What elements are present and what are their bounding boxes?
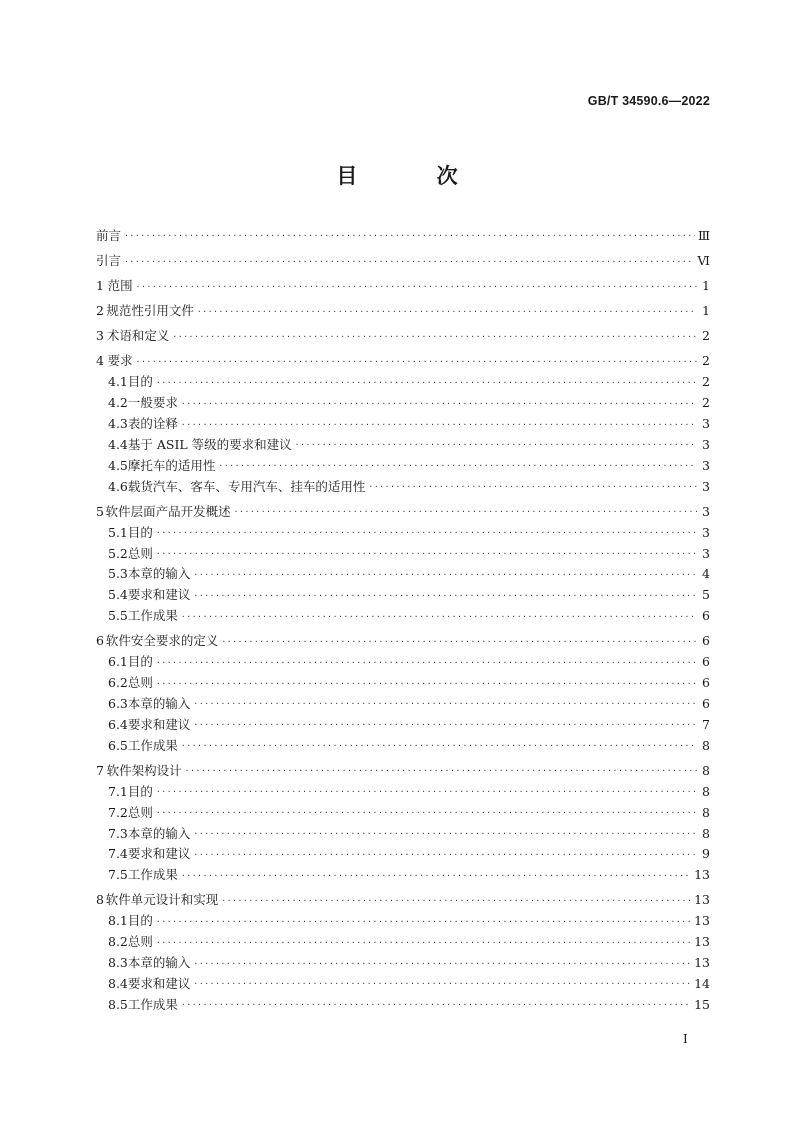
- toc-entry[interactable]: [96, 890, 710, 911]
- toc-entry[interactable]: [96, 606, 710, 627]
- dot-leader: [156, 548, 697, 560]
- toc-entry-number: 8.2: [108, 934, 128, 950]
- toc-entry[interactable]: [96, 502, 710, 523]
- toc-entry-page: Ⅲ: [697, 228, 710, 243]
- toc-entry[interactable]: [96, 585, 710, 606]
- table-of-contents: [96, 226, 710, 1016]
- toc-entry-page: 3: [702, 478, 710, 494]
- toc-entry-number: 4.4: [108, 436, 128, 452]
- document-code: GB/T 34590.6—2022: [587, 94, 710, 108]
- dot-leader: [234, 506, 697, 518]
- toc-entry-label: 载货汽车、客车、专用汽车、挂车的适用性: [127, 478, 366, 494]
- toc-entry-label: 软件安全要求的定义: [105, 633, 219, 649]
- toc-entry-page: 2: [702, 353, 710, 369]
- dot-leader: [156, 377, 697, 389]
- toc-entry-number: 7.2: [108, 804, 128, 820]
- toc-entry[interactable]: [96, 694, 710, 715]
- toc-entry-page: 14: [694, 975, 710, 991]
- toc-entry-page: 4: [702, 566, 710, 582]
- toc-entry-number: 2: [96, 303, 104, 319]
- toc-entry-number: 5.3: [108, 566, 128, 582]
- toc-entry[interactable]: [96, 372, 710, 393]
- toc-entry-label: 引言: [96, 253, 122, 269]
- toc-entry-label: 目的: [127, 654, 153, 670]
- toc-entry[interactable]: [96, 824, 710, 845]
- toc-entry-label: 要求和建议: [127, 716, 191, 732]
- dot-leader: [156, 916, 691, 928]
- toc-entry-page: 13: [694, 934, 710, 950]
- toc-entry-page: 8: [702, 825, 710, 841]
- dot-leader: [181, 419, 697, 431]
- dot-leader: [218, 460, 697, 472]
- toc-entry-number: 1: [96, 278, 104, 294]
- dot-leader: [221, 895, 691, 907]
- toc-entry[interactable]: [96, 844, 710, 865]
- toc-entry[interactable]: [96, 351, 710, 372]
- toc-entry-label: 目的: [127, 783, 153, 799]
- toc-entry-page: 2: [702, 328, 710, 344]
- toc-entry-label: 软件单元设计和实现: [105, 892, 219, 908]
- toc-entry-label: 工作成果: [127, 608, 178, 624]
- toc-entry[interactable]: [96, 544, 710, 565]
- toc-entry-page: 3: [702, 524, 710, 540]
- toc-entry-number: 8: [96, 892, 104, 908]
- toc-entry-label: 工作成果: [127, 737, 178, 753]
- toc-entry[interactable]: [96, 715, 710, 736]
- toc-entry-number: 3: [96, 328, 104, 344]
- toc-entry-number: 7.1: [108, 783, 128, 799]
- toc-entry-number: 5.4: [108, 587, 128, 603]
- dot-leader: [193, 569, 697, 581]
- toc-entry-page: 6: [702, 654, 710, 670]
- toc-entry-number: 7: [96, 762, 104, 778]
- toc-entry-number: 8.1: [108, 913, 128, 929]
- toc-entry-page: 1: [702, 303, 710, 319]
- toc-entry-label: 要求和建议: [127, 846, 191, 862]
- toc-entry-page: 9: [702, 846, 710, 862]
- toc-entry-number: 4.2: [108, 395, 128, 411]
- toc-entry-number: 8.5: [108, 996, 128, 1012]
- toc-entry-label: 工作成果: [127, 996, 178, 1012]
- toc-entry-label: 本章的输入: [127, 696, 191, 712]
- toc-entry[interactable]: [96, 276, 710, 297]
- toc-entry-number: 5: [96, 503, 104, 519]
- toc-entry-page: 1: [702, 278, 710, 294]
- toc-entry[interactable]: [96, 326, 710, 347]
- toc-entry-label: 一般要求: [127, 395, 178, 411]
- toc-entry-page: 3: [702, 416, 710, 432]
- toc-entry-number: 4: [96, 353, 104, 369]
- toc-entry[interactable]: [96, 435, 710, 456]
- toc-entry-number: 6.5: [108, 737, 128, 753]
- dot-leader: [156, 678, 697, 690]
- toc-entry-number: 5.2: [108, 545, 128, 561]
- toc-entry-label: 总则: [127, 545, 153, 561]
- dot-leader: [193, 719, 697, 731]
- dot-leader: [181, 740, 697, 752]
- toc-entry-page: 6: [702, 696, 710, 712]
- toc-entry-label: 总则: [127, 675, 153, 691]
- toc-entry-page: 8: [702, 762, 710, 778]
- dot-leader: [136, 281, 697, 293]
- toc-entry-page: 13: [694, 867, 710, 883]
- toc-entry-number: 6.4: [108, 716, 128, 732]
- toc-entry-page: 6: [702, 608, 710, 624]
- toc-entry-page: 5: [702, 587, 710, 603]
- toc-entry[interactable]: [96, 803, 710, 824]
- toc-entry[interactable]: [96, 995, 710, 1016]
- toc-entry-page: 6: [702, 675, 710, 691]
- toc-entry[interactable]: [96, 932, 710, 953]
- toc-entry-page: 13: [694, 955, 710, 971]
- toc-entry-number: 4.6: [108, 478, 128, 494]
- dot-leader: [156, 527, 697, 539]
- toc-entry-page: 3: [702, 457, 710, 473]
- dot-leader: [193, 978, 691, 990]
- toc-entry-label: 目的: [127, 524, 153, 540]
- toc-entry-page: 8: [702, 783, 710, 799]
- toc-entry[interactable]: [96, 414, 710, 435]
- dot-leader: [156, 786, 697, 798]
- dot-leader: [136, 356, 697, 368]
- toc-entry[interactable]: [96, 974, 710, 995]
- toc-entry[interactable]: [96, 673, 710, 694]
- toc-entry-page: 13: [694, 892, 710, 908]
- toc-entry-number: 6.3: [108, 696, 128, 712]
- toc-entry[interactable]: [96, 782, 710, 803]
- toc-entry-label: 总则: [127, 804, 153, 820]
- page-number: I: [683, 1032, 688, 1046]
- dot-leader: [193, 958, 691, 970]
- toc-entry-label: 摩托车的适用性: [127, 457, 216, 473]
- toc-entry-number: 6.2: [108, 675, 128, 691]
- toc-entry-number: 6.1: [108, 654, 128, 670]
- toc-entry[interactable]: [96, 393, 710, 414]
- toc-entry[interactable]: [96, 523, 710, 544]
- toc-entry-number: 5.1: [108, 524, 128, 540]
- toc-entry-page: 13: [694, 913, 710, 929]
- dot-leader: [193, 828, 697, 840]
- toc-entry-number: 7.4: [108, 846, 128, 862]
- toc-entry-page: 2: [702, 374, 710, 390]
- dot-leader: [368, 481, 697, 493]
- toc-entry-label: 工作成果: [127, 867, 178, 883]
- toc-entry-label: 总则: [127, 934, 153, 950]
- toc-entry-page: 6: [702, 633, 710, 649]
- toc-entry-number: 4.3: [108, 416, 128, 432]
- toc-entry-number: 7.5: [108, 867, 128, 883]
- toc-entry-number: 8.3: [108, 955, 128, 971]
- toc-entry[interactable]: [96, 911, 710, 932]
- page-title: 目 次: [336, 164, 494, 188]
- dot-leader: [193, 849, 697, 861]
- toc-entry[interactable]: [96, 251, 710, 272]
- dot-leader: [124, 256, 694, 268]
- toc-entry-label: 目的: [127, 913, 153, 929]
- toc-entry[interactable]: [96, 226, 710, 247]
- toc-entry-number: 5.5: [108, 608, 128, 624]
- toc-entry-number: 4.5: [108, 457, 128, 473]
- toc-entry-label: 表的诠释: [127, 416, 178, 432]
- dot-leader: [181, 999, 691, 1011]
- toc-entry-number: 4.1: [108, 374, 128, 390]
- toc-entry-number: 7.3: [108, 825, 128, 841]
- toc-entry[interactable]: [96, 301, 710, 322]
- toc-entry-label: 本章的输入: [127, 955, 191, 971]
- toc-entry-page: 15: [694, 996, 710, 1012]
- toc-entry[interactable]: [96, 953, 710, 974]
- toc-entry-page: 8: [702, 737, 710, 753]
- dot-leader: [193, 698, 697, 710]
- toc-entry-label: 要求: [107, 353, 133, 369]
- toc-entry-page: Ⅵ: [697, 253, 710, 269]
- toc-entry-label: 基于 ASIL 等级的要求和建议: [127, 436, 292, 452]
- dot-leader: [124, 230, 695, 242]
- toc-entry-page: 2: [702, 395, 710, 411]
- toc-entry[interactable]: [96, 761, 710, 782]
- dot-leader: [156, 807, 697, 819]
- toc-entry[interactable]: [96, 736, 710, 757]
- dot-leader: [156, 657, 697, 669]
- toc-entry-label: 本章的输入: [127, 825, 191, 841]
- toc-entry-page: 3: [702, 545, 710, 561]
- toc-entry[interactable]: [96, 865, 710, 886]
- toc-entry[interactable]: [96, 564, 710, 585]
- toc-entry-page: 3: [702, 503, 710, 519]
- toc-entry-page: 8: [702, 804, 710, 820]
- toc-entry-label: 前言: [96, 228, 122, 243]
- dot-leader: [193, 590, 697, 602]
- dot-leader: [181, 398, 697, 410]
- toc-entry[interactable]: [96, 477, 710, 498]
- dot-leader: [172, 331, 697, 343]
- toc-entry-label: 目的: [127, 374, 153, 390]
- toc-entry-label: 本章的输入: [127, 566, 191, 582]
- toc-entry-label: 规范性引用文件: [106, 303, 194, 319]
- dot-leader: [181, 611, 697, 623]
- dot-leader: [221, 636, 697, 648]
- toc-entry[interactable]: [96, 456, 710, 477]
- dot-leader: [197, 306, 697, 318]
- dot-leader: [185, 765, 697, 777]
- dot-leader: [295, 439, 697, 451]
- toc-entry-label: 要求和建议: [127, 975, 191, 991]
- toc-entry-number: 6: [96, 633, 104, 649]
- toc-entry-page: 7: [702, 716, 710, 732]
- toc-entry-label: 要求和建议: [127, 587, 191, 603]
- toc-entry-label: 范围: [107, 278, 133, 294]
- toc-entry[interactable]: [96, 631, 710, 652]
- toc-entry[interactable]: [96, 652, 710, 673]
- toc-entry-label: 软件层面产品开发概述: [105, 503, 231, 519]
- toc-entry-label: 软件架构设计: [106, 762, 182, 778]
- dot-leader: [156, 937, 691, 949]
- toc-entry-label: 术语和定义: [106, 328, 170, 344]
- toc-entry-number: 8.4: [108, 975, 128, 991]
- toc-entry-page: 3: [702, 436, 710, 452]
- dot-leader: [181, 870, 691, 882]
